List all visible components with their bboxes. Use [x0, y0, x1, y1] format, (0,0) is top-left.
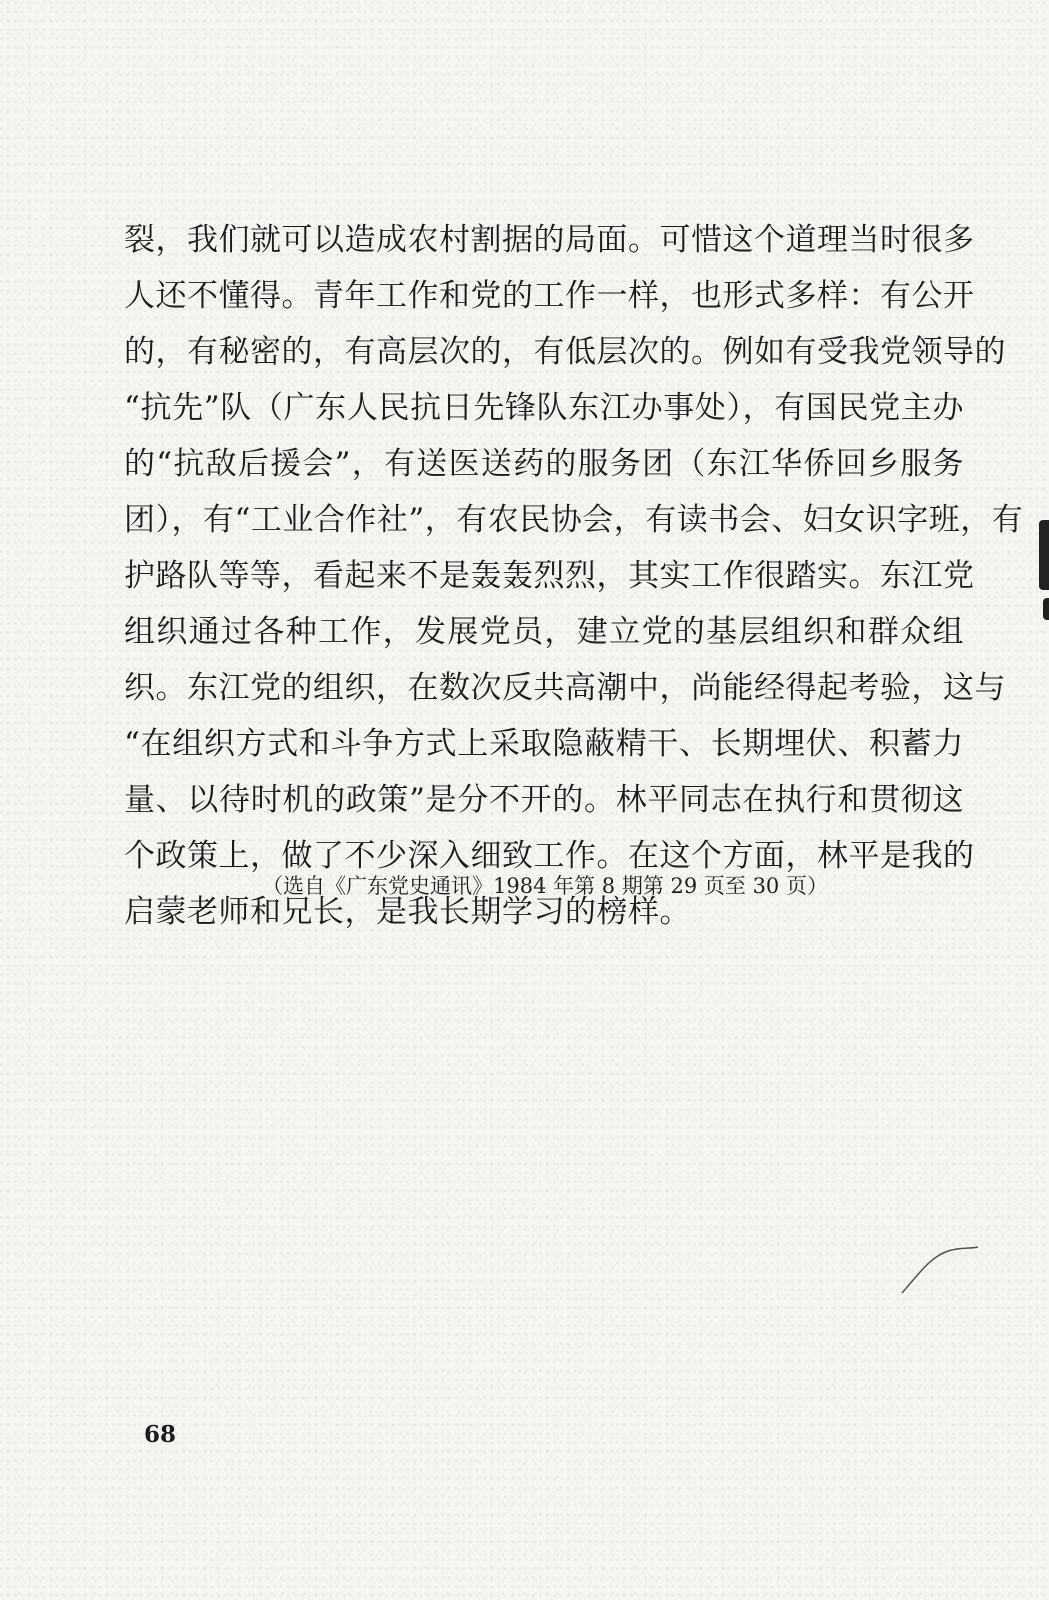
body-paragraph — [124, 212, 1024, 940]
text-line-9: 织。东江党的组织，在数次反共高潮中，尚能经得起考验，这与 — [124, 670, 1006, 706]
text-line-5: 的“抗敌后援会”，有送医送药的服务团（东江华侨回乡服务 — [124, 446, 964, 482]
text-line-3: 的，有秘密的，有高层次的，有低层次的。例如有受我党领导的 — [124, 334, 1006, 370]
text-line-6: 团），有“工业合作社”，有农民协会，有读书会、妇女识字班，有 — [124, 502, 1024, 538]
text-line-2: 人还不懂得。青年工作和党的工作一样，也形式多样：有公开 — [124, 278, 975, 314]
text-line-13: 启蒙老师和兄长，是我长期学习的榜样。 — [124, 894, 691, 930]
page-number: 68 — [144, 1421, 177, 1448]
text-line-7: 护路队等等，看起来不是轰轰烈烈，其实工作很踏实。东江党 — [124, 558, 975, 594]
pencil-mark-icon — [900, 1235, 980, 1295]
source-citation: （选自《广东党史通讯》1984 年第 8 期第 29 页至 30 页） — [262, 874, 828, 898]
text-line-8: 组织通过各种工作，发展党员，建立党的基层组织和群众组 — [124, 614, 964, 650]
text-line-1: 裂，我们就可以造成农村割据的局面。可惜这个道理当时很多 — [124, 222, 975, 258]
text-line-12: 个政策上，做了不少深入细致工作。在这个方面，林平是我的 — [124, 838, 975, 874]
text-line-11: 量、以待时机的政策”是分不开的。林平同志在执行和贯彻这 — [124, 782, 964, 818]
scan-edge-mark — [1039, 520, 1049, 590]
scan-edge-mark-small — [1043, 598, 1049, 620]
text-line-10: “在组织方式和斗争方式上采取隐蔽精干、长期埋伏、积蓄力 — [124, 726, 964, 762]
text-line-4: “抗先”队（广东人民抗日先锋队东江办事处），有国民党主办 — [124, 390, 964, 426]
